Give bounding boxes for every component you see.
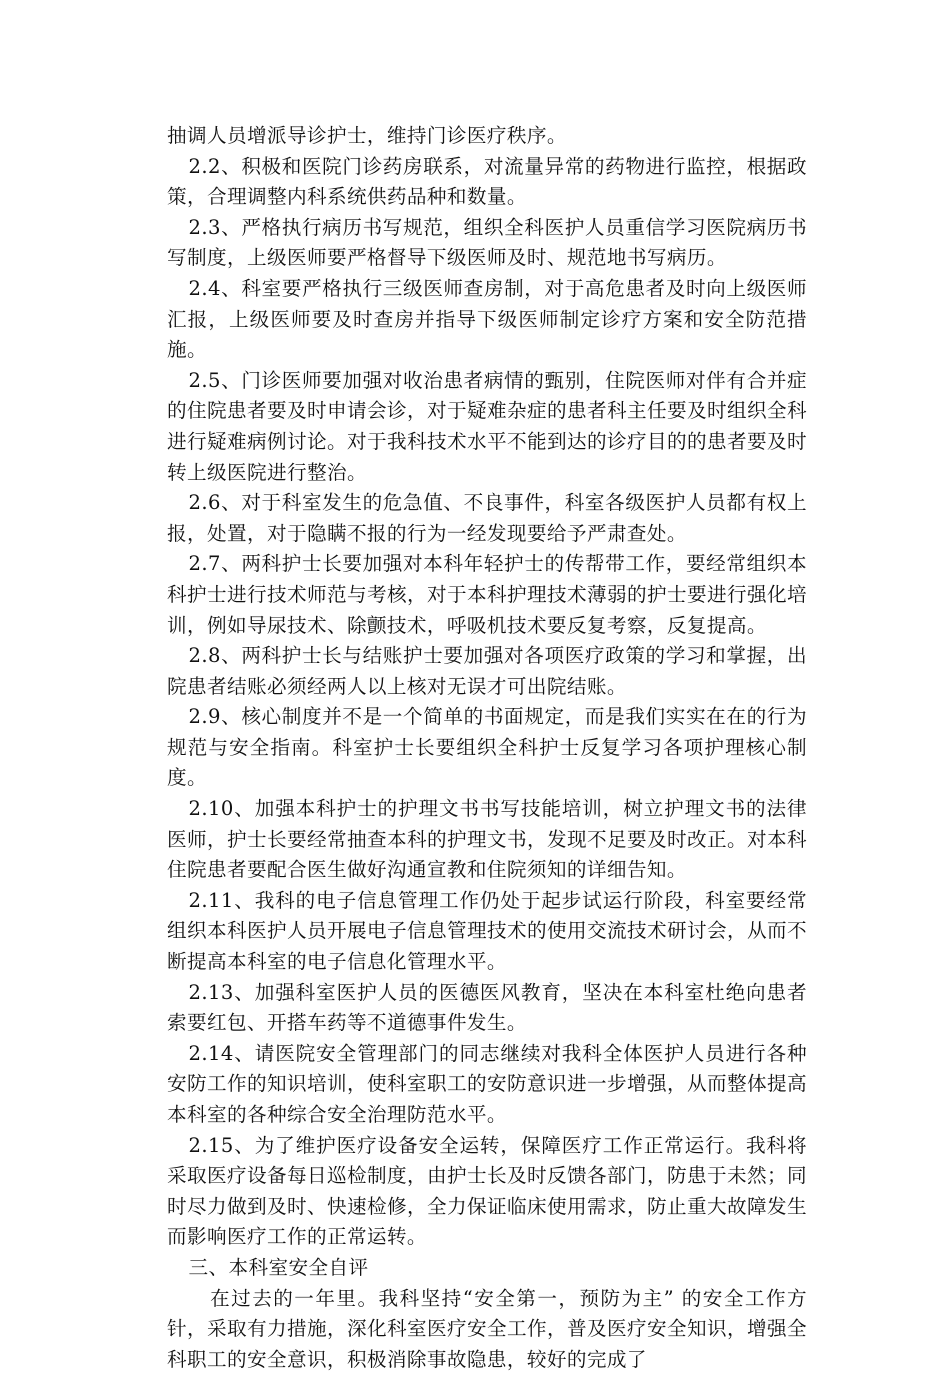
paragraph-item-2-11: 2.11、我科的电子信息管理工作仍处于起步试运行阶段，科室要经常组织本科医护人员开展电子信息管理技术的使用交流技术研讨会，从而不断提高本科室的电子信息化管理水平。: [167, 888, 807, 974]
paragraph-continuation: 抽调人员增派导诊护士，维持门诊医疗秩序。: [167, 124, 567, 147]
section-heading: 三、本科室安全自评: [188, 1255, 369, 1279]
paragraph-item-2-3: 2.3、严格执行病历书写规范，组织全科医护人员重信学习医院病历书写制度，上级医师要严格督导下级医师及时、规范地书写病历。: [167, 215, 807, 270]
paragraph-item-2-5: 2.5、门诊医师要加强对收治患者病情的甄别，住院医师对伴有合并症的住院患者要及时申请会诊，对于疑难杂症的患者科主任要及时组织全科进行疑难病例讨论。对于我科技术水平不能到达的诊疗目的的患者要及时转上级医院进行整治。: [167, 368, 807, 484]
paragraph-item-2-9: 2.9、核心制度并不是一个简单的书面规定，而是我们实实在在的行为规范与安全指南。科室护士长要组织全科护士反复学习各项护理核心制度。: [167, 705, 807, 790]
paragraph-item-2-8: 2.8、两科护士长与结账护士要加强对各项医疗政策的学习和掌握，出院患者结账必须经两人以上核对无误才可出院结账。: [167, 644, 807, 698]
paragraph-item-2-4: 2.4、科室要严格执行三级医师查房制，对于高危患者及时向上级医师汇报，上级医师要及时查房并指导下级医师制定诊疗方案和安全防范措施。: [167, 276, 807, 362]
paragraph-item-2-7: 2.7、两科护士长要加强对本科年轻护士的传帮带工作，要经常组织本科护士进行技术师范与考核，对于本科护理技术薄弱的护士要进行强化培训，例如导尿技术、除颤技术，呼吸机技术要反复考察，反复提高。: [167, 552, 807, 637]
paragraph-item-2-15: 2.15、为了维护医疗设备安全运转，保障医疗工作正常运行。我科将采取医疗设备每日巡检制度，由护士长及时反馈各部门，防患于未然；同时尽力做到及时、快速检修，全力保证临床使用需求，防止重大故障发生而影响医疗工作的正常运转。: [167, 1133, 807, 1249]
paragraph-self-assessment: 在过去的一年里。我科坚持“安全第一，预防为主” 的安全工作方针，采取有力措施，深化科室医疗安全工作，普及医疗安全知识，增强全科职工的安全意识，积极消除事故隐患，较好的完成了: [167, 1286, 807, 1371]
paragraph-item-2-14: 2.14、请医院安全管理部门的同志继续对我科全体医护人员进行各种安防工作的知识培训，使科室职工的安防意识进一步增强，从而整体提高本科室的各种综合安全治理防范水平。: [167, 1041, 807, 1126]
paragraph-item-2-6: 2.6、对于科室发生的危急值、不良事件，科室各级医护人员都有权上报，处置，对于隐瞒不报的行为一经发现要给予严肃查处。: [167, 491, 807, 545]
paragraph-item-2-13: 2.13、加强科室医护人员的医德医风教育，坚决在本科室杜绝向患者索要红包、开搭车药等不道德事件发生。: [167, 980, 807, 1035]
paragraph-item-2-2: 2.2、积极和医院门诊药房联系，对流量异常的药物进行监控，根据政策，合理调整内科系统供药品种和数量。: [167, 154, 807, 209]
paragraph-item-2-10: 2.10、加强本科护士的护理文书书写技能培训，树立护理文书的法律医师，护士长要经常抽查本科的护理文书，发现不足要及时改正。对本科住院患者要配合医生做好沟通宣教和住院须知的详细告知。: [167, 797, 807, 882]
document-page: [167, 121, 807, 1375]
